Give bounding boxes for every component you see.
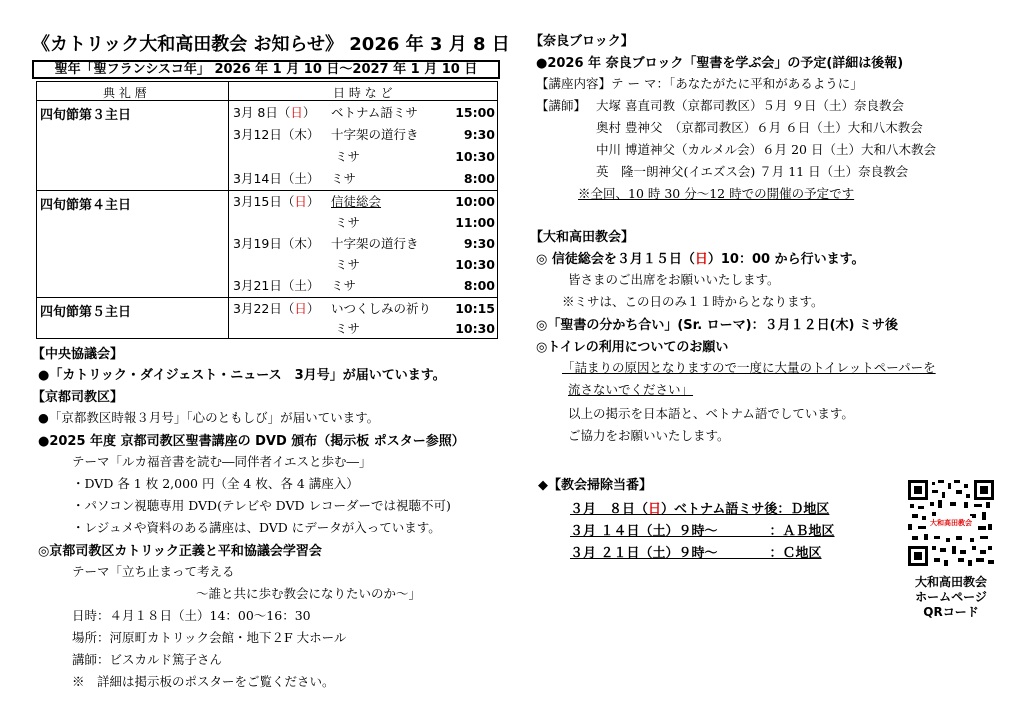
page-title: 《カトリック大和高田教会 お知らせ》 2026 年 3 月 8 日 [32, 34, 510, 55]
qr-caption: ホームページ [915, 590, 987, 604]
nara-title: ●2026 年 奈良ブロック「聖書を学ぶ会」の予定(詳細は後報) [536, 56, 904, 71]
event-row: 3月21日（土） ミサ 8:00 [233, 278, 495, 293]
qr-inner-label: 大和高田教会 [930, 519, 972, 527]
event-row: 3月15日（日） 信徒総会 10:00 [233, 194, 495, 209]
dvd-detail: ・DVD 各 1 枚 2,000 円（全 4 枚、各 4 講座入） [72, 476, 359, 491]
justice-date: 日時：４月１８日（土）14：00〜16：30 [72, 608, 311, 623]
justice-note: ※ 詳細は掲示板のポスターをご覧ください。 [72, 674, 335, 689]
justice-theme: 〜誰と共に歩む教会になりたいのか〜」 [196, 586, 422, 601]
nara-lecturer-label: 【講師】 [536, 98, 587, 113]
dvd-detail: ・レジュメや資料のある講座は、DVD にデータが入っています。 [72, 520, 441, 535]
meeting-note: 皆さまのご出席をお願いいたします。 [568, 272, 780, 287]
event-row: ミサ 10:30 [335, 149, 495, 164]
schedule-table [36, 81, 498, 339]
dvd-theme: テーマ「ルカ福音書を読む―同伴者イエスと歩む―」 [72, 454, 372, 469]
cleaning-row: ３月 １４日（土）９時〜 ：ＡＢ地区 [570, 524, 835, 539]
event-row: 3月12日（木） 十字架の道行き 9:30 [233, 127, 495, 142]
col-header-liturgy: 典 礼 暦 [103, 86, 147, 100]
qr-caption: 大和高田教会 [914, 575, 987, 589]
event-row: 3月14日（土） ミサ 8:00 [233, 171, 495, 186]
dvd-detail: ・パソコン視聴専用 DVD(テレビや DVD レコーダーでは視聴不可) [72, 498, 451, 513]
toilet-notice: 「詰まりの原因となりますので一度に大量のトイレットペーパーを [562, 360, 936, 375]
col-header-datetime: 日 時 な ど [333, 86, 393, 100]
event-row: 3月 8日（日） ベトナム語ミサ 15:00 [233, 105, 495, 120]
justice-heading: ◎京都司教区カトリック正義と平和協議会学習会 [38, 544, 322, 559]
section-heading-kyoto: 【京都司教区】 [32, 390, 124, 405]
event-row: ミサ 10:30 [335, 321, 495, 336]
section-heading-nara: 【奈良ブロック】 [530, 34, 634, 49]
nara-note: ※全回、10 時 30 分〜12 時での開催の予定です [578, 186, 855, 201]
bible-sharing: ◎「聖書の分かち合い」(Sr. ローマ)：３月１２日(木) ミサ後 [536, 318, 899, 333]
kyoto-dvd-item: ●2025 年度 京都司教区聖書講座の DVD 頒布（掲示板 ポスター参照） [38, 434, 465, 449]
cleaning-row: ３月 ８日（日）ベトナム語ミサ後：Ｄ地区 [570, 502, 830, 517]
kyoto-item: ●「京都教区時報３月号」「心のともしび」が届いています。 [38, 410, 380, 425]
toilet-notice: ご協力をお願いいたします。 [568, 428, 730, 443]
jubilee-banner: 聖年「聖フランシスコ年」 2026 年 1 月 10 日〜2027 年 1 月 10 日 [32, 60, 500, 79]
event-row: ミサ 10:30 [335, 257, 495, 272]
nara-lecturer: 中川 博道神父（カルメル会）６月 20 日（土）大和八木教会 [596, 142, 936, 157]
nara-lecturer: 奥村 豊神父 （京都司教区）６月 ６日（土）大和八木教会 [596, 120, 923, 135]
qr-caption: QRコード [923, 605, 979, 619]
toilet-heading: ◎トイレの利用についてのお願い [536, 340, 729, 355]
toilet-notice: 以上の掲示を日本語と、ベトナム語でしています。 [568, 406, 854, 421]
sunday-label: 四旬節第４主日 [40, 198, 132, 213]
nara-lecturer: 大塚 喜直司教（京都司教区）５月 ９日（土）奈良教会 [596, 98, 904, 113]
central-item: ●「カトリック・ダイジェスト・ニュース 3月号」が届いています。 [38, 368, 446, 383]
section-heading-yamato: 【大和高田教会】 [530, 230, 635, 245]
sunday-label: 四旬節第３主日 [40, 108, 132, 123]
justice-theme: テーマ「立ち止まって考える [72, 564, 235, 579]
nara-content: 【講座内容】テ ー マ：「あなたがたに平和があるように」 [536, 76, 863, 91]
qr-code[interactable] [908, 480, 994, 566]
cleaning-row: ３月 ２１日（土）９時〜 ：Ｃ地区 [570, 546, 822, 561]
toilet-notice: 流さないでください」 [568, 382, 694, 397]
section-heading-central: 【中央協議会】 [32, 347, 124, 362]
meeting-note: ※ミサは、この日のみ１１時からとなります。 [562, 294, 824, 309]
event-row: 3月22日（日） いつくしみの祈り 10:15 [233, 301, 495, 316]
event-row: ミサ 11:00 [335, 215, 495, 230]
justice-lecturer: 講師：ビスカルド篤子さん [72, 652, 223, 667]
sunday-label: 四旬節第５主日 [40, 305, 132, 320]
nara-lecturer: 英 隆一朗神父(イエズス会) ７月 11 日（土）奈良教会 [596, 164, 909, 179]
meeting-line: ◎ 信徒総会を３月１５日（日）10：00 から行います。 [536, 252, 865, 267]
event-row: 3月19日（木） 十字架の道行き 9:30 [233, 236, 495, 251]
justice-place: 場所：河原町カトリック会館・地下２F 大ホール [72, 630, 347, 645]
cleaning-heading: ◆【教会掃除当番】 [538, 478, 652, 493]
